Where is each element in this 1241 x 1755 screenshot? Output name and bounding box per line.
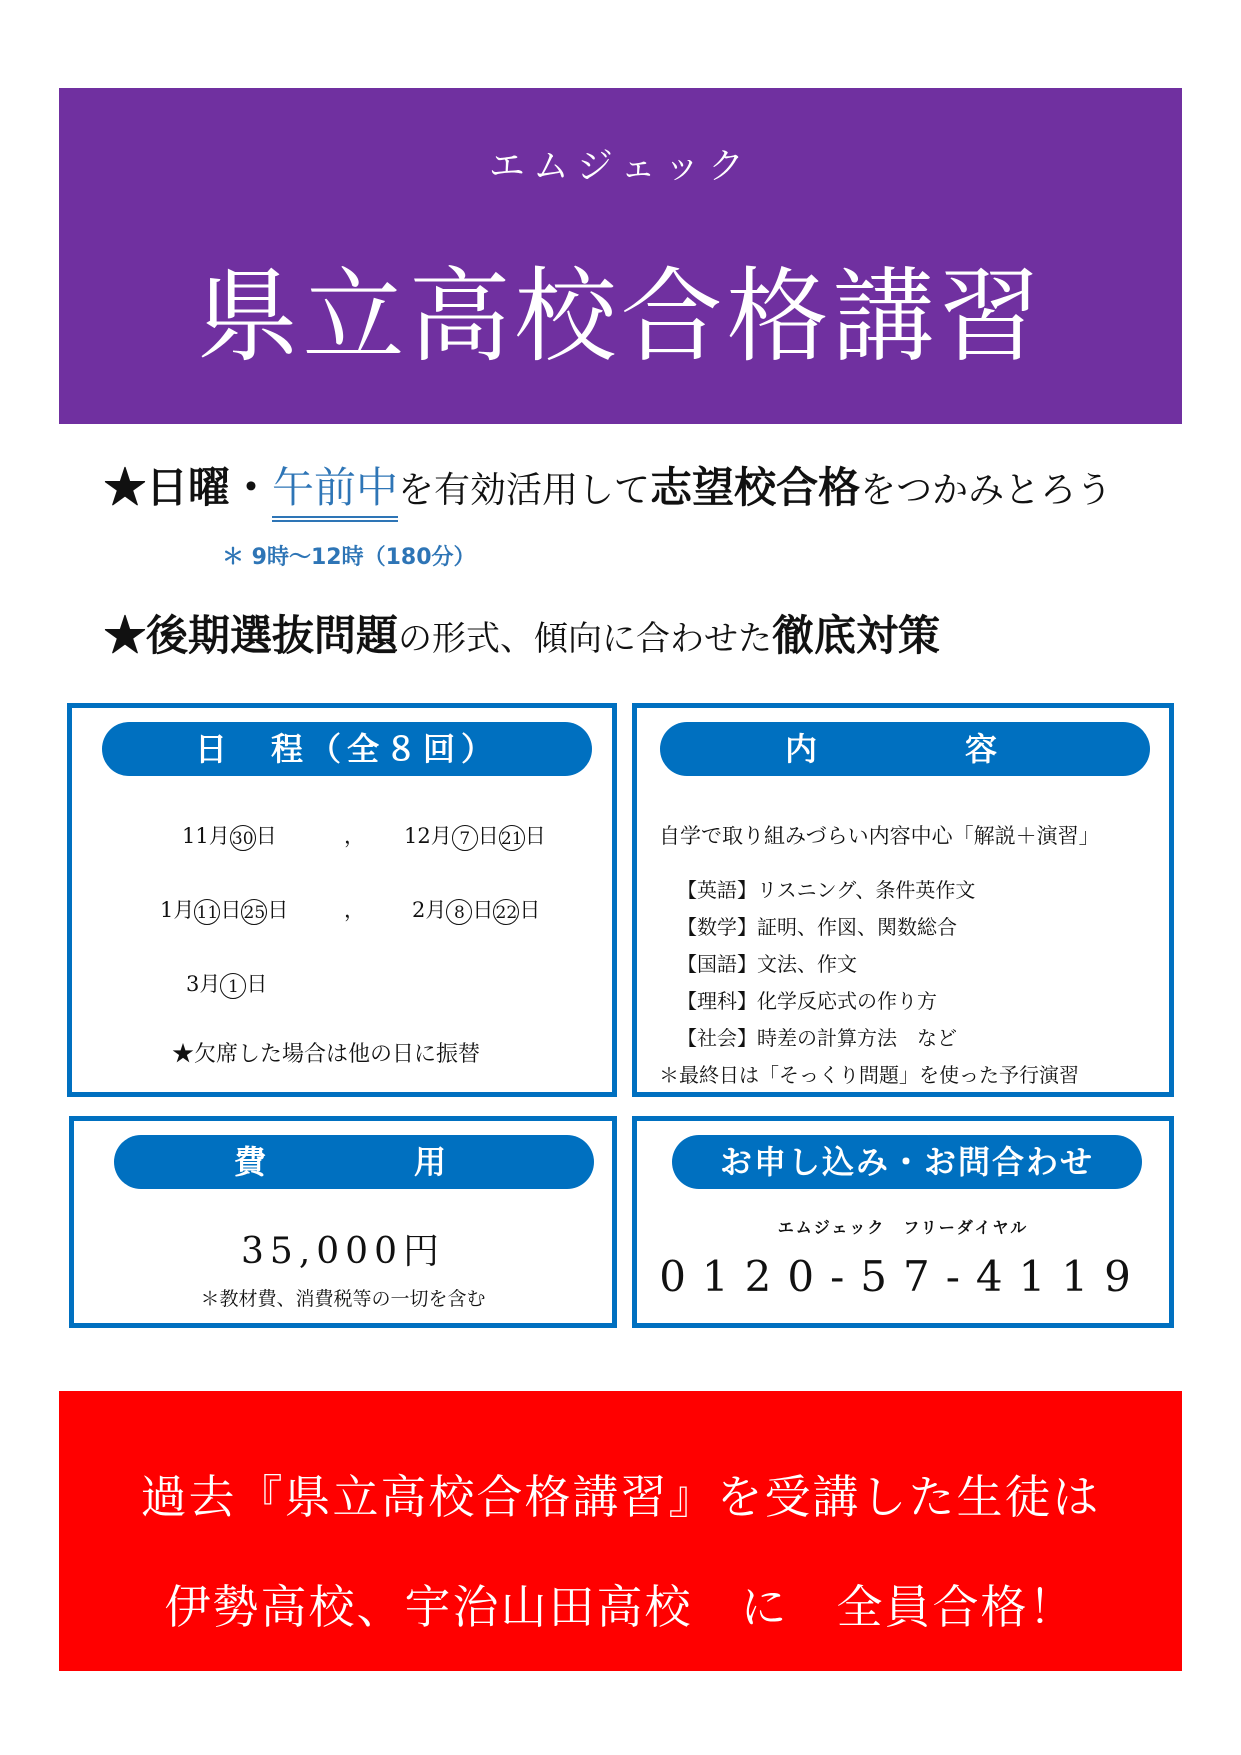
- day-label: 日: [524, 824, 546, 848]
- date-circle: 21: [499, 825, 525, 851]
- schedule-nov: [182, 820, 277, 851]
- list-item: 【数学】証明、作図、関数総合: [677, 915, 957, 939]
- headline-highlight: 午前中: [272, 463, 398, 522]
- star-icon: ★: [104, 611, 147, 660]
- date-circle: 8: [446, 899, 472, 925]
- contact-box: [632, 1116, 1174, 1328]
- schedule-feb: [412, 894, 540, 925]
- price: 35,000円: [241, 1231, 445, 1272]
- schedule-box: [67, 703, 617, 1097]
- day-label: 日: [477, 824, 499, 848]
- last-day-note: ＊最終日は「そっくり問題」を使った予行演習: [659, 1063, 1079, 1087]
- content-heading: 内 容: [660, 722, 1150, 776]
- free-dial-label: エムジェック フリーダイヤル: [777, 1218, 1029, 1237]
- cost-heading: 費 用: [114, 1135, 594, 1189]
- star-icon: ★: [104, 463, 147, 512]
- day-label: 日: [472, 898, 494, 922]
- schedule-heading: 日 程（全８回）: [102, 722, 592, 776]
- separator: ，: [344, 824, 365, 848]
- header-banner: [59, 88, 1182, 424]
- date-circle: 7: [452, 825, 478, 851]
- schedule-dec: [404, 820, 546, 851]
- day-label: 日: [267, 898, 289, 922]
- list-item: 【国語】文法、作文: [677, 952, 857, 976]
- list-item: 【英語】リスニング、条件英作文: [677, 878, 976, 902]
- date-circle: 22: [493, 899, 519, 925]
- results-banner: [59, 1391, 1182, 1671]
- price-note: ＊教材費、消費税等の一切を含む: [200, 1288, 486, 1310]
- month-label: 12月: [404, 824, 452, 848]
- month-label: 2月: [412, 898, 447, 922]
- month-label: 3月: [186, 972, 221, 996]
- month-label: 11月: [182, 824, 230, 848]
- cost-box: [69, 1116, 617, 1328]
- schedule-jan: [160, 894, 288, 925]
- date-circle: 25: [241, 899, 267, 925]
- headline-text: をつかみとろう: [860, 470, 1113, 511]
- day-label: 日: [220, 898, 242, 922]
- results-line-1: 過去『県立高校合格講習』を受講した生徒は: [140, 1470, 1101, 1524]
- date-circle: 11: [194, 899, 220, 925]
- schedule-mar: [186, 968, 267, 999]
- headline-text: 志望校合格: [650, 463, 861, 512]
- date-circle: 30: [230, 825, 256, 851]
- page-title: 県立高校合格講習: [196, 258, 1045, 377]
- list-item: 【理科】化学反応式の作り方: [677, 989, 937, 1013]
- headline-sunday: [104, 455, 1112, 515]
- header-subtitle: エムジェック: [488, 146, 753, 187]
- results-line-2: 伊勢高校、宇治山田高校 に 全員合格！: [164, 1580, 1077, 1634]
- day-label: 日: [519, 898, 541, 922]
- headline-text: 日曜・: [146, 463, 273, 512]
- headline-text: 後期選抜問題: [146, 611, 399, 660]
- day-label: 日: [255, 824, 277, 848]
- content-intro: 自学で取り組みづらい内容中心「解説＋演習」: [659, 824, 1100, 848]
- contact-heading: お申し込み・お問合わせ: [672, 1135, 1142, 1189]
- phone-number[interactable]: 0120-57-4119: [659, 1252, 1147, 1301]
- month-label: 1月: [160, 898, 195, 922]
- day-label: 日: [246, 972, 268, 996]
- absence-note: ★欠席した場合は他の日に振替: [172, 1042, 481, 1067]
- content-box: [632, 703, 1174, 1097]
- time-note: ＊ 9時～12時（180分）: [222, 545, 476, 570]
- date-circle: 1: [220, 973, 246, 999]
- headline-text: を有効活用して: [398, 470, 651, 511]
- headline-text: 徹底対策: [772, 611, 941, 660]
- headline-text: の形式、傾向に合わせた: [398, 619, 773, 659]
- separator: ，: [344, 898, 365, 922]
- list-item: 【社会】時差の計算方法 など: [677, 1026, 957, 1050]
- headline-strategy: [104, 603, 940, 663]
